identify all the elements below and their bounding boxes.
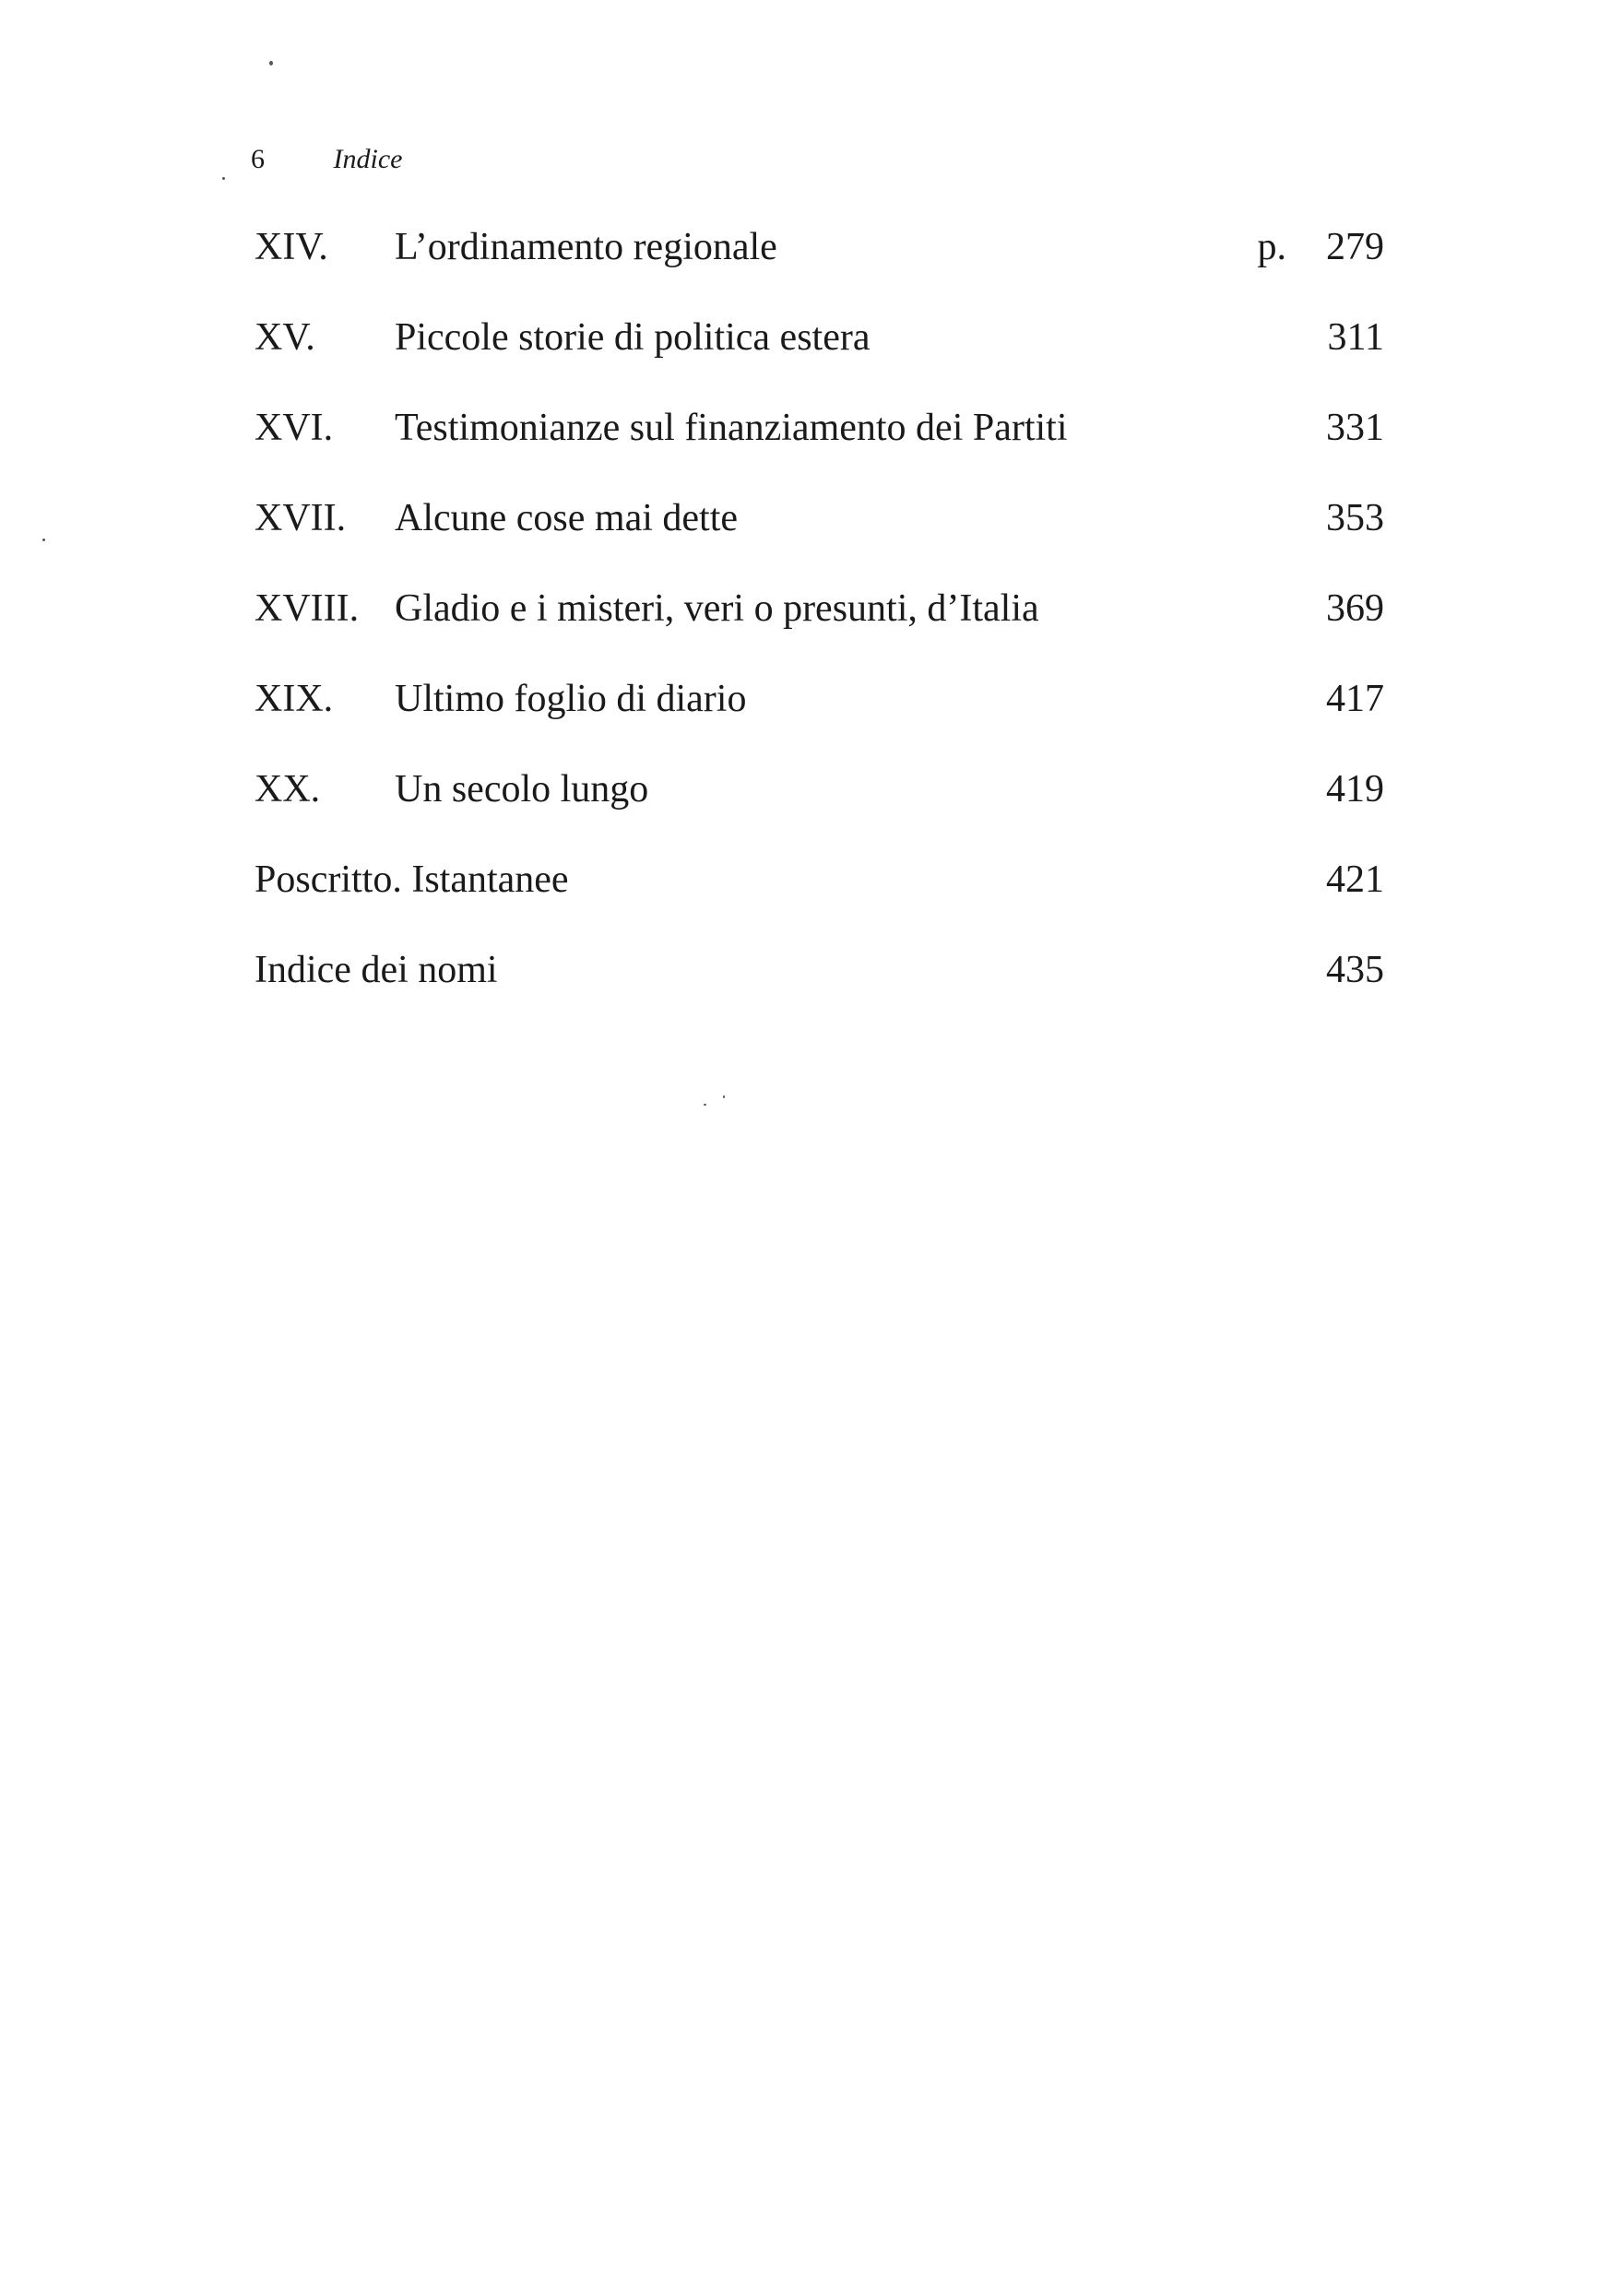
chapter-page: 353 — [1326, 497, 1384, 539]
scan-speck — [723, 1095, 725, 1098]
table-of-contents — [255, 221, 1384, 1035]
section-page: 421 — [1326, 858, 1384, 901]
chapter-page: 419 — [1326, 768, 1384, 811]
chapter-number: XV. — [255, 316, 315, 359]
toc-entry — [255, 673, 1384, 763]
chapter-page: 369 — [1326, 587, 1384, 630]
chapter-number: XVI. — [255, 407, 334, 449]
chapter-page: 279 — [1326, 226, 1384, 268]
section-page: 435 — [1326, 949, 1384, 991]
toc-entry — [255, 492, 1384, 583]
page-prefix: p. — [1257, 226, 1286, 268]
toc-entry — [255, 312, 1384, 402]
section-title: Poscritto. Istantanee — [255, 858, 569, 901]
scan-speck — [222, 177, 225, 180]
chapter-title: Piccole storie di politica estera — [395, 316, 871, 359]
chapter-number: XX. — [255, 768, 321, 811]
chapter-number: XIV. — [255, 226, 328, 268]
toc-entry — [255, 763, 1384, 854]
scan-speck — [42, 538, 45, 541]
chapter-number: XIX. — [255, 678, 334, 720]
scan-speck — [704, 1104, 706, 1106]
section-title: Indice — [333, 144, 403, 174]
toc-entry — [255, 583, 1384, 673]
chapter-number: XVII. — [255, 497, 347, 539]
chapter-page: 331 — [1326, 407, 1384, 449]
toc-entry — [255, 221, 1384, 312]
running-head — [251, 141, 402, 178]
toc-entry-unnumbered — [255, 944, 1384, 1035]
chapter-title: Ultimo foglio di diario — [395, 678, 747, 720]
chapter-title: Gladio e i misteri, veri o presunti, d’Italia — [395, 587, 1039, 630]
chapter-title: Testimonianze sul finanziamento dei Partiti — [395, 407, 1068, 449]
toc-entry-unnumbered — [255, 854, 1384, 944]
toc-entry — [255, 402, 1384, 492]
chapter-page: 311 — [1327, 316, 1384, 359]
page-number: 6 — [251, 144, 265, 174]
chapter-number: XVIII. — [255, 587, 360, 630]
chapter-title: Alcune cose mai dette — [395, 497, 739, 539]
chapter-title: L’ordinamento regionale — [395, 226, 777, 268]
chapter-page: 417 — [1326, 678, 1384, 720]
chapter-title: Un secolo lungo — [395, 768, 649, 811]
section-title: Indice dei nomi — [255, 949, 498, 991]
scan-speck — [269, 61, 273, 65]
